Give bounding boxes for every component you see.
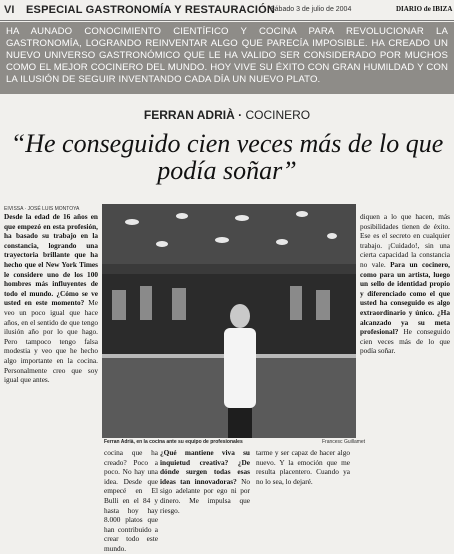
answer-paragraph: Me veo un poco igual que hace años, en el sentido de que tengo ilusión año por lo que hago. Pero tampoco tengo falsa modestia y veo que he hecho algo importante en la cocina. Personalmente creo que soy igual que antes. <box>4 298 98 385</box>
byline-role: COCINERO <box>245 108 311 122</box>
header-divider <box>0 20 454 21</box>
article-column-3 <box>160 448 250 515</box>
section-name: ESPECIAL GASTRONOMÍA Y RESTAURACIÓN <box>26 4 276 16</box>
answer-paragraph: diquen a lo que hacen, más posibilidades tienen de éxito. Ese es el secreto en cualquier trabajo. ¡Cuidado!, sin una cierta capacidad la constancia no vale. <box>360 212 450 269</box>
article-column-2 <box>104 448 158 554</box>
issue-date: Sábado 3 de julio de 2004 <box>270 6 352 13</box>
photo-caption: Ferran Adrià, en la cocina ante su equipo de profesionales <box>104 439 243 445</box>
answer-paragraph: He conseguido cien veces más de lo que podía soñar. <box>360 327 450 356</box>
author-credit: EIVISSA · JOSÉ LUIS MONTOYA <box>4 206 80 212</box>
newspaper-name: DIARIO de IBIZA <box>396 5 453 13</box>
answer-paragraph: tarme y ser capaz de hacer algo nuevo. Y la emoción que me resulta placentero. Cuando ya no lo sea, lo dejaré. <box>256 448 350 486</box>
question-paragraph: Desde la edad de 16 años en que empezó en esta profesión, ha basado su trabajo en la constancia, logrando una trayectoria brillante que ha hecho que el New York Times le considere uno de los 100 hombres más influyentes de todo el mundo. ¿Cómo se ve usted en este momento? <box>4 212 98 308</box>
question-paragraph: Para un cocinero, como para un artista, luego un sello de identidad propio y diferenciado como el que usted ha conseguido es algo extraordinario y único. ¿Ha alcanzado ya su meta profesional? <box>360 259 450 337</box>
byline <box>0 108 454 122</box>
byline-name: FERRAN ADRIÀ <box>143 108 235 122</box>
section-number: VI <box>4 4 15 16</box>
kitchen-photo <box>102 204 356 438</box>
question-paragraph: ¿Qué mantiene viva su inquietud creativa? ¿De dónde surgen todas esas ideas tan innovadoras? <box>160 448 250 486</box>
article-column-4 <box>256 448 350 486</box>
intro-text: HA AUNADO CONOCIMIENTO CIENTÍFICO Y COCINA PARA REVOLUCIONAR LA GASTRONOMÍA, LOGRANDO REINVENTAR ALGO QUE PARECÍA IMPOSIBLE. HA CREADO UN NUEVO UNIVERSO GASTRONÓMICO QUE LE HA VALIDO SER CONSIDERADO POR MUCHOS COMO EL MEJOR COCINERO DEL MUNDO. HOY VIVE SU ÉXITO CON GRAN HUMILDAD Y CON LA ILUSIÓN DE SEGUIR INVENTANDO CADA DÍA UN NUEVO PLATO. <box>6 26 448 85</box>
headline: “He conseguido cien veces más de lo que podía soñar” <box>10 129 444 185</box>
article-column-1 <box>4 212 98 385</box>
answer-paragraph: No sigo adelante por ego ni por dinero. Me impulsa que riesgo. <box>160 476 250 515</box>
byline-separator: · <box>234 108 246 122</box>
answer-paragraph: Poco a poco. No hay una idea. Desde que empecé en El Bulli en el 84 y hasta hoy hay 8.000 platos que han contribuido a crear todo este mundo. <box>104 457 158 553</box>
article-column-6 <box>360 212 450 356</box>
photo-credit: Francesc Guillamet <box>322 439 366 445</box>
answer-paragraph: cocina que ha creado? <box>104 448 158 467</box>
